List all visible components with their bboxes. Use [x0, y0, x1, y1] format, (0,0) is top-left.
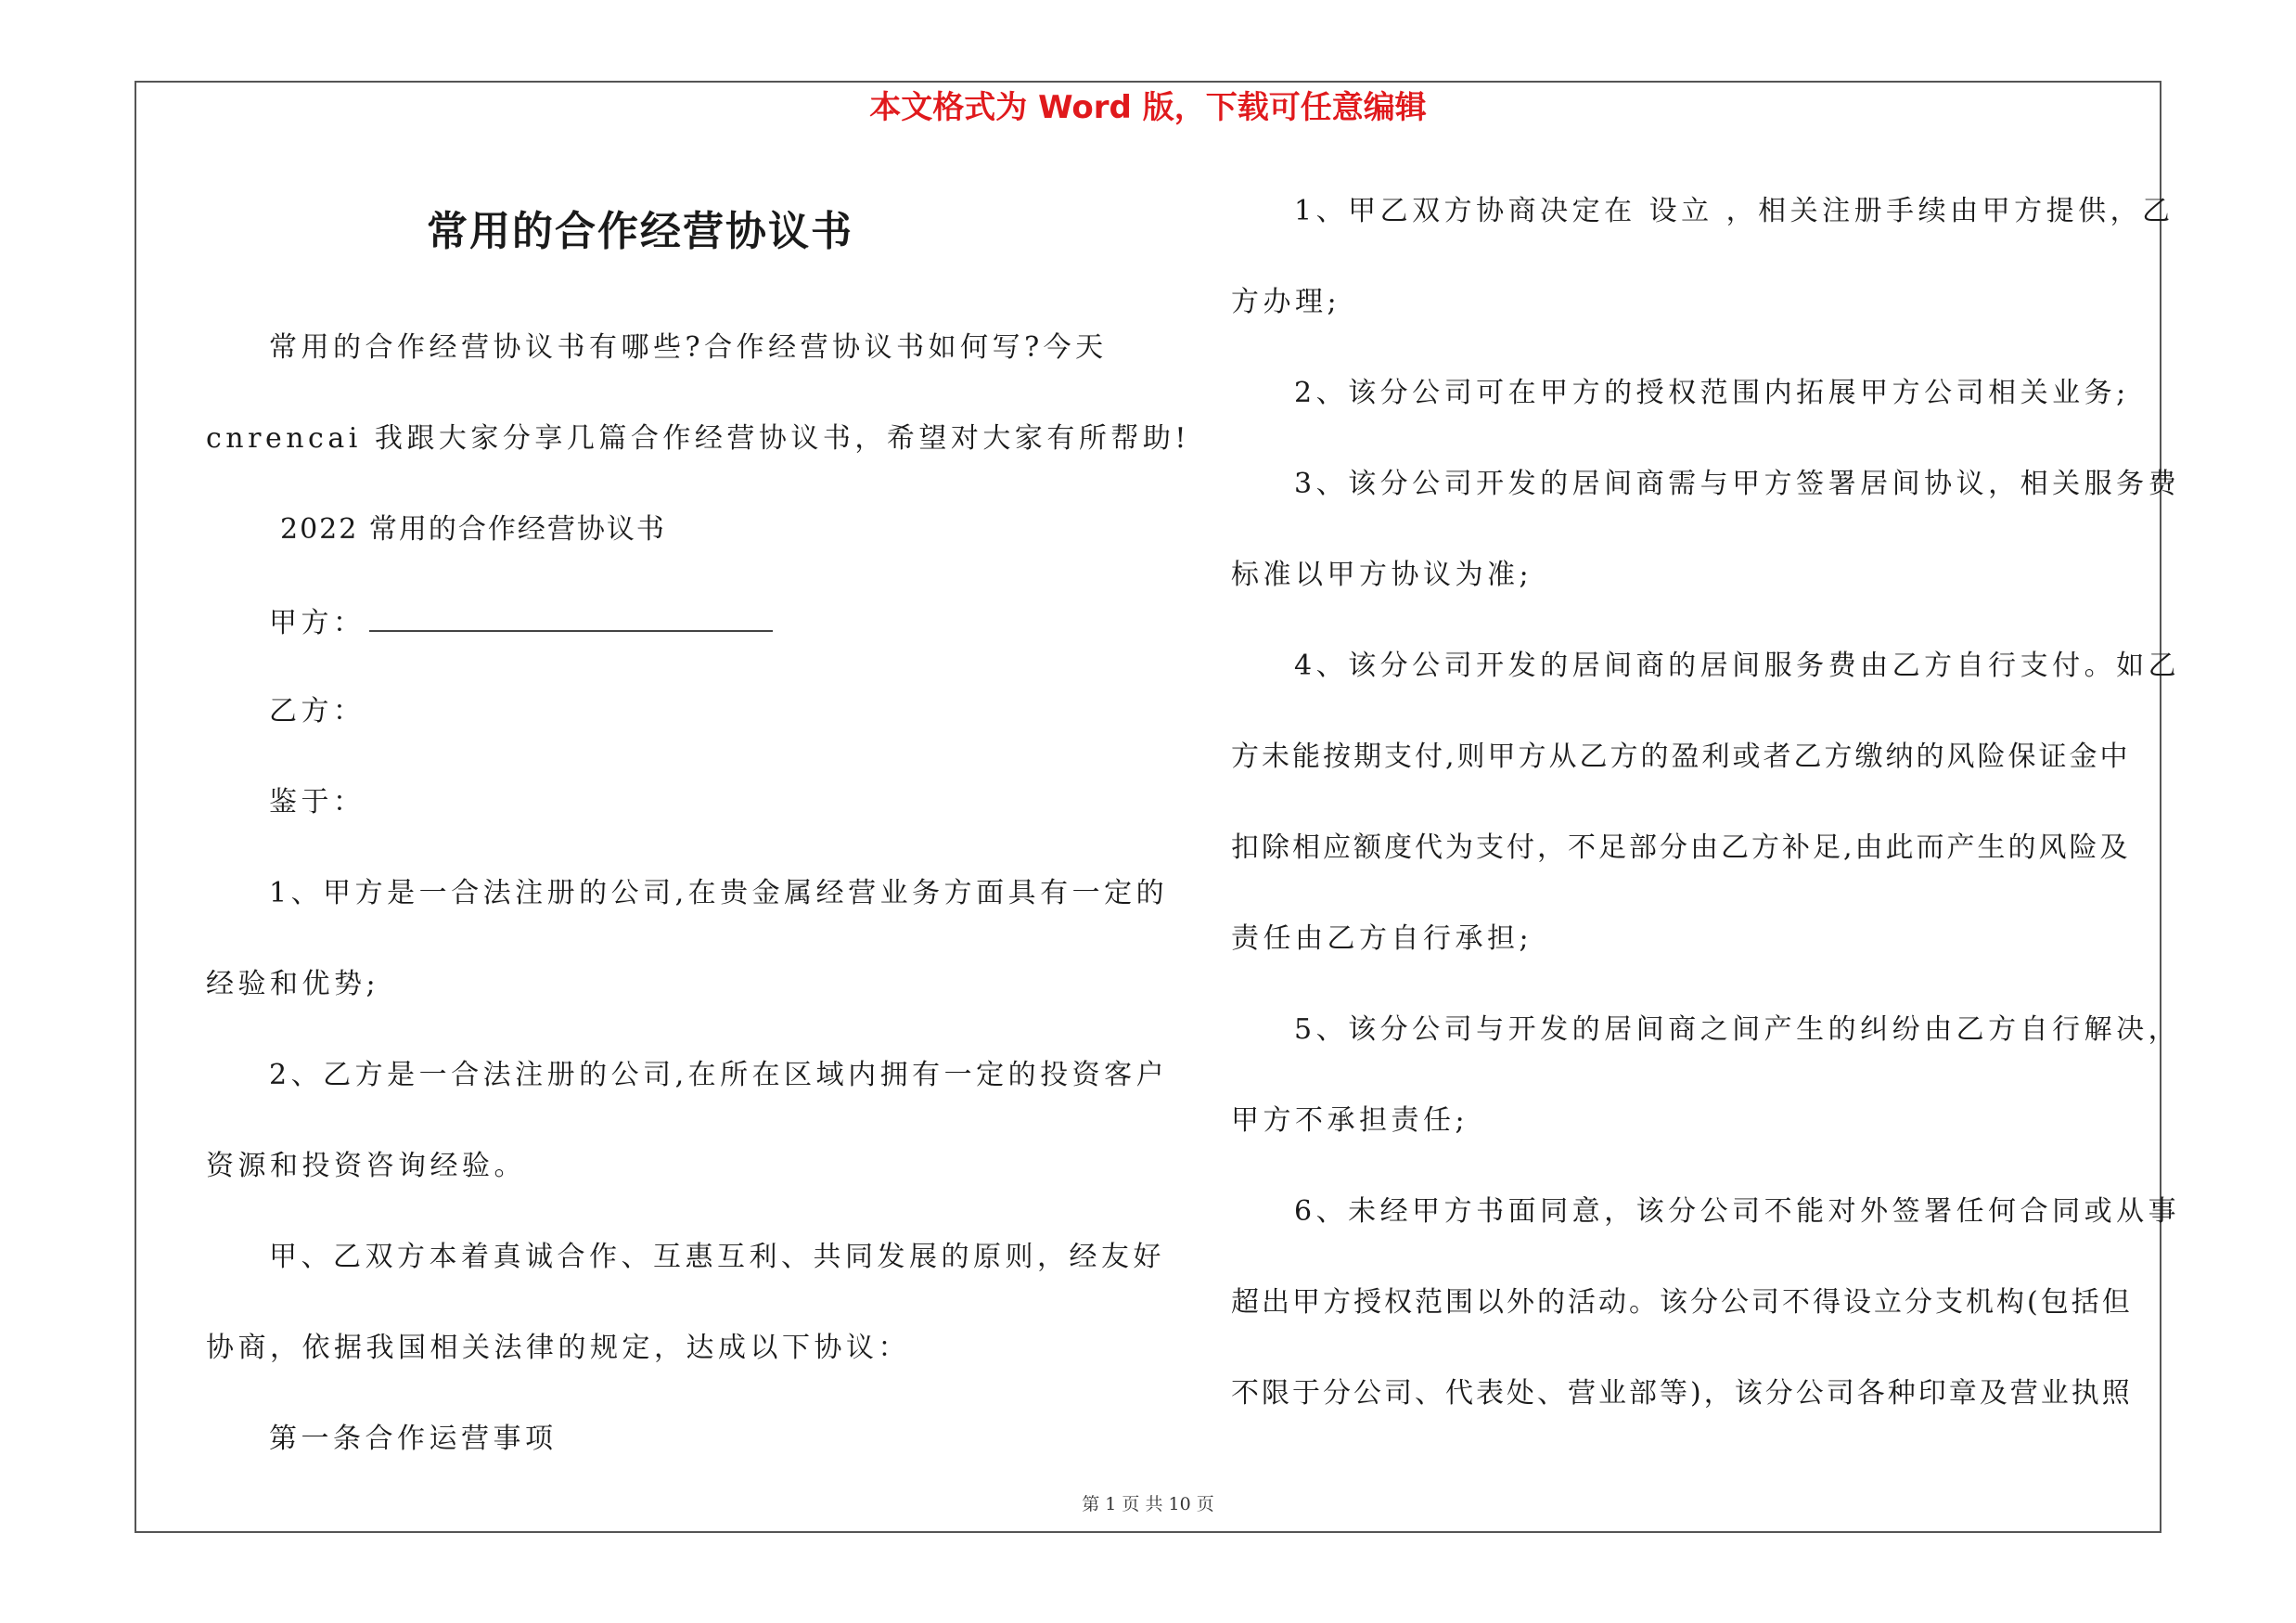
right-item-1-line-1: 1、甲乙双方协商决定在 设立 ，相关注册手续由甲方提供，乙	[1294, 195, 2174, 227]
whereas-line: 鉴于：	[269, 786, 366, 818]
right-item-3-line-1: 3、该分公司开发的居间商需与甲方签署居间协议，相关服务费	[1294, 468, 2181, 500]
right-item-3-line-2: 标准以甲方协议为准;	[1231, 559, 1533, 591]
right-item-4-line-4: 责任由乙方自行承担;	[1231, 922, 1533, 955]
party-b-line: 乙方：	[269, 695, 366, 728]
right-item-5-line-1: 5、该分公司与开发的居间商之间产生的纠纷由乙方自行解决，	[1294, 1013, 2181, 1046]
document-title: 常用的合作经营协议书	[427, 208, 853, 255]
intro-line-2: cnrencai 我跟大家分享几篇合作经营协议书，希望对大家有所帮助!	[206, 422, 1190, 455]
right-item-6-line-2: 超出甲方授权范围以外的活动。该分公司不得设立分支机构(包括但	[1231, 1286, 2133, 1319]
clause-1-line-2: 经验和优势;	[206, 968, 380, 1000]
right-item-4-line-2: 方未能按期支付,则甲方从乙方的盈利或者乙方缴纳的风险保证金中	[1231, 741, 2131, 773]
party-a-label: 甲方：	[269, 607, 366, 639]
clause-2-line-2: 资源和投资咨询经验。	[206, 1150, 526, 1182]
right-item-1-line-2: 方办理;	[1231, 286, 1341, 318]
right-item-6-line-3: 不限于分公司、代表处、营业部等)，该分公司各种印章及营业执照	[1231, 1377, 2133, 1410]
right-item-2-line-1: 2、该分公司可在甲方的授权范围内拓展甲方公司相关业务;	[1294, 377, 2130, 409]
clause-2-line-1: 2、乙方是一合法注册的公司,在所在区域内拥有一定的投资客户	[269, 1059, 1169, 1091]
party-a-line	[269, 602, 773, 642]
right-item-6-line-1: 6、未经甲方书面同意，该分公司不能对外签署任何合同或从事	[1294, 1195, 2181, 1228]
intro-line-1: 常用的合作经营协议书有哪些?合作经营协议书如何写?今天	[269, 331, 1108, 364]
principle-line-2: 协商，依据我国相关法律的规定，达成以下协议：	[206, 1332, 910, 1364]
format-banner: 本文格式为 Word 版，下载可任意编辑	[869, 89, 1427, 126]
article-1-heading: 第一条合作运营事项	[269, 1423, 558, 1455]
clause-1-line-1: 1、甲方是一合法注册的公司,在贵金属经营业务方面具有一定的	[269, 877, 1169, 909]
right-item-5-line-2: 甲方不承担责任;	[1231, 1104, 1469, 1137]
right-item-4-line-3: 扣除相应额度代为支付，不足部分由乙方补足,由此而产生的风险及	[1231, 831, 2131, 864]
party-a-blank	[369, 602, 773, 632]
principle-line-1: 甲、乙双方本着真诚合作、互惠互利、共同发展的原则，经友好	[269, 1241, 1165, 1273]
right-item-4-line-1: 4、该分公司开发的居间商的居间服务费由乙方自行支付。如乙	[1294, 650, 2181, 682]
subtitle-line: 2022 常用的合作经营协议书	[280, 513, 666, 546]
page-number: 第 1 页 共 10 页	[1082, 1494, 1214, 1514]
